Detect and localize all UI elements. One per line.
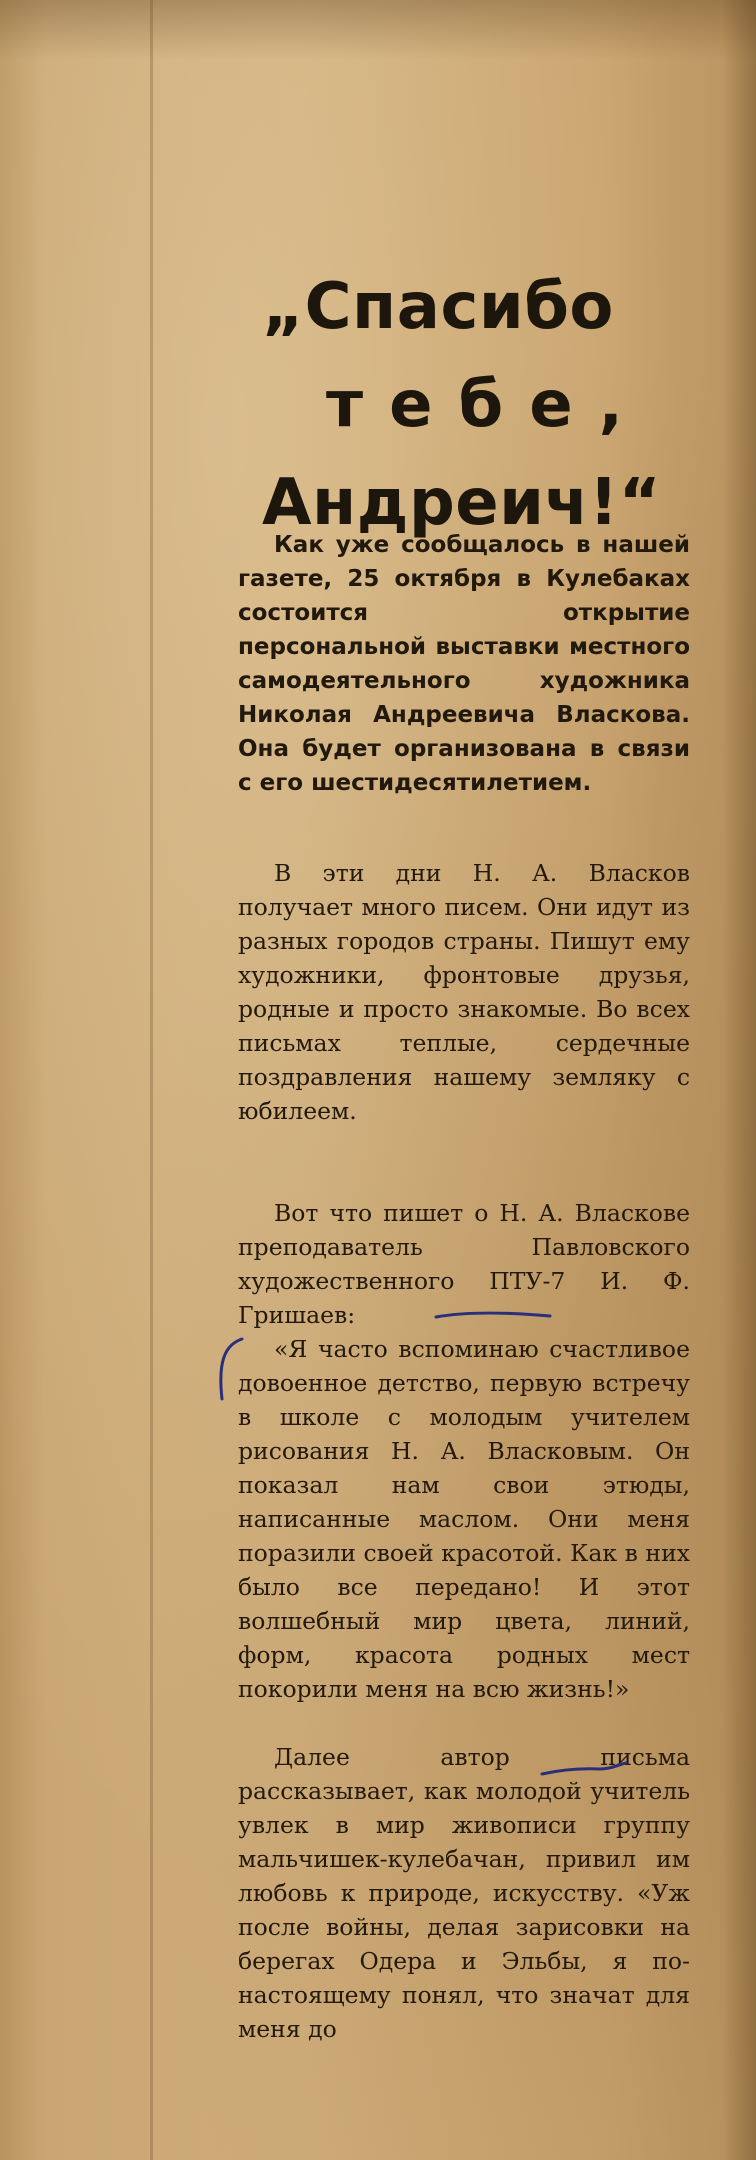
paper-top-shadow — [0, 0, 756, 60]
article-paragraph-1: В эти дни Н. А. Власков получает много писем. Они идут из разных городов страны. Пишут ему художники, фронтовые друзья, родные и просто знакомые. Во всех письмах теплые, сердечные поздравления нашему земляку с юбилеем. — [238, 859, 690, 1125]
article-paragraph-4: Далее автор письма рассказывает, как молодой учитель увлек в мир живописи группу мальчишек-кулебачан, привил им любовь к природе, искусству. «Уж после войны, делая зарисовки на берегах Одера и Эльбы, я по-настоящему понял, что значат для меня до — [238, 1743, 690, 2043]
article-lead: Как уже сообщалось в нашей газете, 25 октября в Кулебаках состоится открытие персональной выставки местного самодеятельного художника Николая Андреевича Власкова. Она будет организована в связи с его шестидесятилетием. — [238, 532, 690, 796]
headline-line-3: Андреич!“ — [262, 466, 662, 540]
article-headline — [262, 258, 682, 552]
paper-fold-line — [150, 0, 153, 2160]
headline-line-1: „Спасибо — [262, 270, 614, 344]
paper-right-edge — [722, 0, 756, 2160]
article-paragraph-3: «Я часто вспоминаю счастливое довоенное детство, первую встречу в школе с молодым учителем рисования Н. А. Власковым. Он показал нам свои этюды, написанные маслом. Они меня поразили своей красотой. Как в них было все передано! И этот волшебный мир цвета, линий, форм, красота родных мест покорили меня на всю жизнь!» — [238, 1335, 690, 1703]
article-paragraph-2: Вот что пишет о Н. А. Власкове преподаватель Павловского художественного ПТУ-7 И. Ф. Гришаев: — [238, 1199, 690, 1329]
headline-line-2: тебе, — [326, 368, 649, 442]
